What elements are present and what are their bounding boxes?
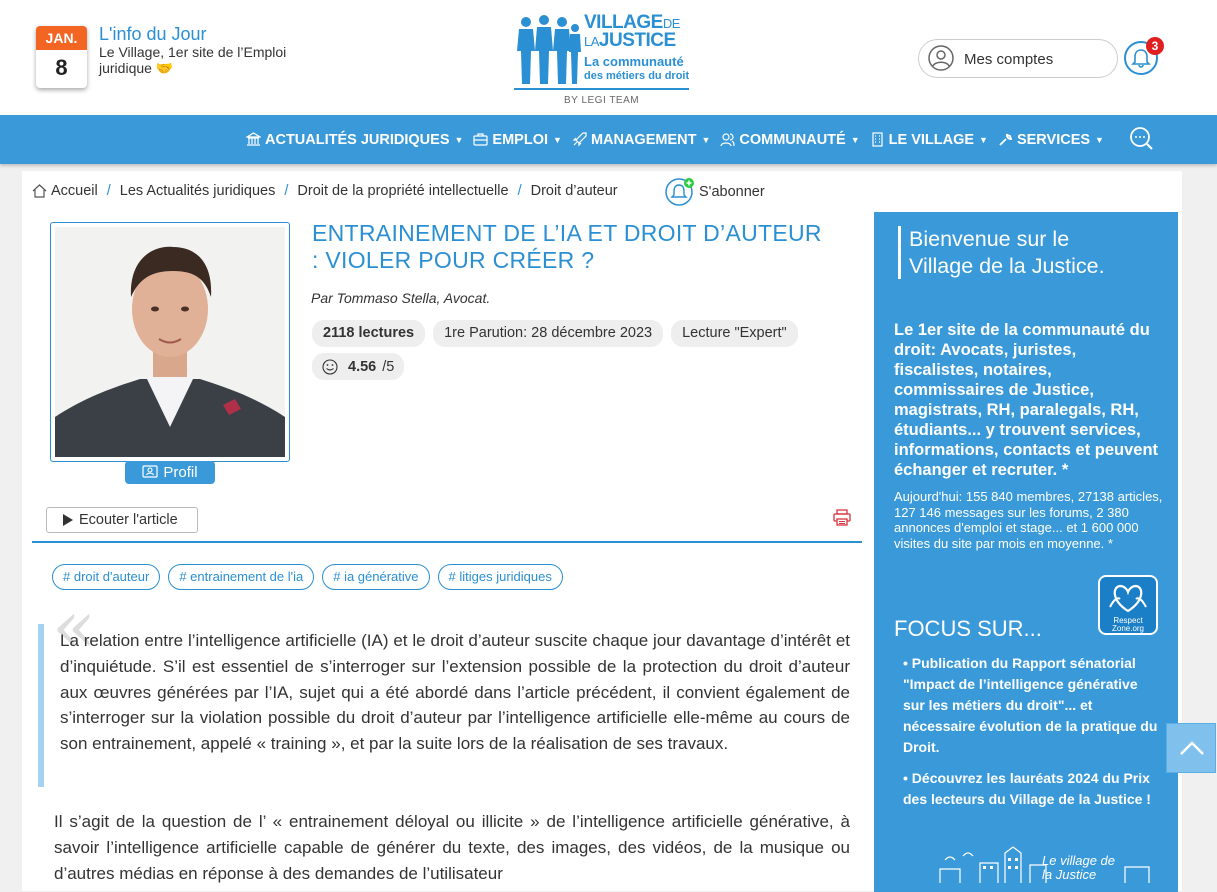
notifications-count-badge: 3 [1146,37,1164,55]
footer-village-logo-text: Le village de la Justice [1042,853,1115,882]
chevron-up-icon [1167,724,1217,774]
home-icon[interactable] [32,184,47,198]
publication-date: 1re Parution: 28 décembre 2023 [433,320,663,347]
scroll-to-top-button[interactable] [1166,723,1216,773]
heart-hands-icon [1100,577,1156,617]
breadcrumb-item-actualites[interactable]: Les Actualités juridiques [119,183,276,199]
lawyers-silhouette-icon [514,14,582,86]
nav-menu [246,115,1114,164]
tag-entrainement-ia[interactable]: # entrainement de l'ia [168,564,314,590]
tag-list [52,564,571,590]
respect-zone-label: Respect Zone.org [1111,616,1145,633]
caret-down-icon: ▼ [1095,134,1104,145]
nav-item-actualites[interactable] [246,132,463,148]
id-card-icon [142,465,158,478]
main-navbar [0,115,1217,164]
building-icon [870,132,885,147]
breadcrumb-separator: / [106,183,111,199]
user-account-icon [927,44,955,72]
nav-item-le-village[interactable] [870,132,988,148]
breadcrumb-item-propriete-intellectuelle[interactable]: Droit de la propriété intellectuelle [297,183,509,199]
caret-down-icon: ▼ [850,134,860,145]
author-photo [55,227,285,457]
print-icon[interactable] [833,509,851,526]
my-accounts-label: Mes comptes [964,51,1054,68]
article-title: ENTRAINEMENT DE L’IA ET DROIT D’AUTEUR : VIOLER POUR CRÉER ? [312,220,822,273]
lead-quote-bar [38,624,44,787]
caret-down-icon: ▼ [454,134,464,145]
sidebar-welcome-title: Bienvenue sur le Village de la Justice. [898,226,1118,279]
tag-litiges-juridiques[interactable]: # litiges juridiques [438,564,563,590]
respect-zone-badge[interactable] [1098,575,1158,635]
author-photo-illustration [55,227,285,457]
logo-byline: BY LEGI TEAM [564,95,640,106]
rocket-icon [572,132,587,147]
caret-down-icon: ▼ [701,134,711,145]
search-icon[interactable] [1128,125,1154,151]
article-rating[interactable] [312,353,404,380]
quote-mark-icon: « [52,584,97,668]
tag-droit-auteur[interactable]: # droit d'auteur [52,564,160,590]
info-du-jour-title[interactable]: L'info du Jour [99,24,207,44]
site-logo[interactable] [512,12,692,108]
logo-divider [514,88,689,90]
profile-label: Profil [163,464,198,481]
play-icon [62,514,74,526]
article-divider [32,541,862,543]
bell-plus-icon [664,176,696,208]
sidebar-stats: Aujourd'hui: 155 840 membres, 27138 articles, 127 146 messages sur les forums, 2 380 annonces d'emploi et stage... et 1 600 000 visites du site par mois en moyenne. * [894,489,1163,551]
nav-label: EMPLOI [492,131,549,148]
nav-item-communaute[interactable] [720,132,859,148]
breadcrumb-separator: / [284,183,289,199]
calendar-month: JAN. [36,26,87,50]
nav-item-emploi[interactable] [473,132,562,148]
top-header [0,0,1217,115]
logo-subtitle-2: des métiers du droit [584,70,690,82]
article-author: Par Tommaso Stella, Avocat. [311,290,491,306]
smiley-icon [322,359,338,375]
calendar-day: 8 [55,55,68,80]
logo-subtitle-1: La communauté [584,54,684,69]
nav-item-management[interactable] [572,132,710,148]
focus-item[interactable]: • Publication du Rapport sénatorial "Impact de l’intelligence générative sur les métiers du droit"... et nécessaire évolution de la pratique du Droit. [903,655,1158,755]
focus-title: FOCUS SUR... [894,616,1042,641]
breadcrumb [32,181,618,201]
rating-value: 4.56 [348,358,377,375]
listen-article-button[interactable] [46,507,198,533]
reads-count: 2118 lectures [312,320,425,347]
profile-button[interactable] [125,461,215,484]
info-du-jour-text[interactable]: Le Village, 1er site de l’Emploi juridique 🤝 [99,44,287,76]
reading-level: Lecture "Expert" [671,320,798,347]
article-meta [312,320,806,347]
logo-title-line2: LAJUSTICE [584,30,676,51]
wrench-icon [998,132,1013,147]
briefcase-icon [473,132,488,147]
focus-item[interactable]: • Découvrez les lauréats 2024 du Prix des lecteurs du Village de la Justice ! [903,770,1151,807]
author-portrait[interactable] [50,222,290,462]
nav-item-services[interactable] [998,132,1104,148]
users-icon [720,132,735,147]
nav-label: SERVICES [1016,131,1091,148]
listen-article-label: Ecouter l'article [79,512,178,528]
article-paragraph: Il s’agit de la question de l’ « entrainement déloyal ou illicite » de l’intelligence artificielle générative, à savoir l’intelligence artificielle capable de générer du texte, des images, des vidéos, de la musique ou d’autres médias en réponse à des demandes de l’utilisateur [54,812,850,883]
breadcrumb-separator: / [517,183,522,199]
breadcrumb-item-accueil[interactable]: Accueil [51,183,98,199]
caret-down-icon: ▼ [553,134,562,145]
subscribe-label: S'abonner [699,184,765,200]
caret-down-icon: ▼ [979,134,988,145]
nav-label: MANAGEMENT [590,131,697,148]
tag-ia-generative[interactable]: # ia générative [322,564,429,590]
nav-label: COMMUNAUTÉ [739,131,846,148]
article-lead: La relation entre l’intelligence artificielle (IA) et le droit d’auteur suscite chaque jour davantage d’intérêt et d’inquiétude. S’il est essentiel de s’interroger sur l’extension possible de la protection du droit d’auteur aux œuvres générées par l’IA, sujet qui a été abordé dans l’article précédent, il convient également de s’interroger sur la violation possible du droit d’auteur par l’intelligence artificielle elle-même au cours de son entrainement, appelé « training », et par la suite lors de la réalisation de ses travaux. [60,631,850,754]
bank-icon [246,132,261,147]
sidebar-description: Le 1er site de la communauté du droit: Avocats, juristes, fiscalistes, notaires, commissaires de Justice, magistrats, RH, paralegals, RH, étudiants... y trouvent services, informations, contacts et peuvent échanger et recruter. * [894,321,1159,479]
nav-label: LE VILLAGE [888,131,975,148]
focus-list [903,653,1158,820]
calendar-badge [36,26,87,88]
breadcrumb-item-droit-auteur[interactable]: Droit d’auteur [530,183,618,199]
subscribe-button[interactable] [664,176,765,208]
rating-max: /5 [382,358,395,375]
my-accounts-button[interactable] [918,39,1118,78]
logo-title-line1: VILLAGEDE [584,12,680,33]
nav-label: ACTUALITÉS JURIDIQUES [265,131,450,148]
